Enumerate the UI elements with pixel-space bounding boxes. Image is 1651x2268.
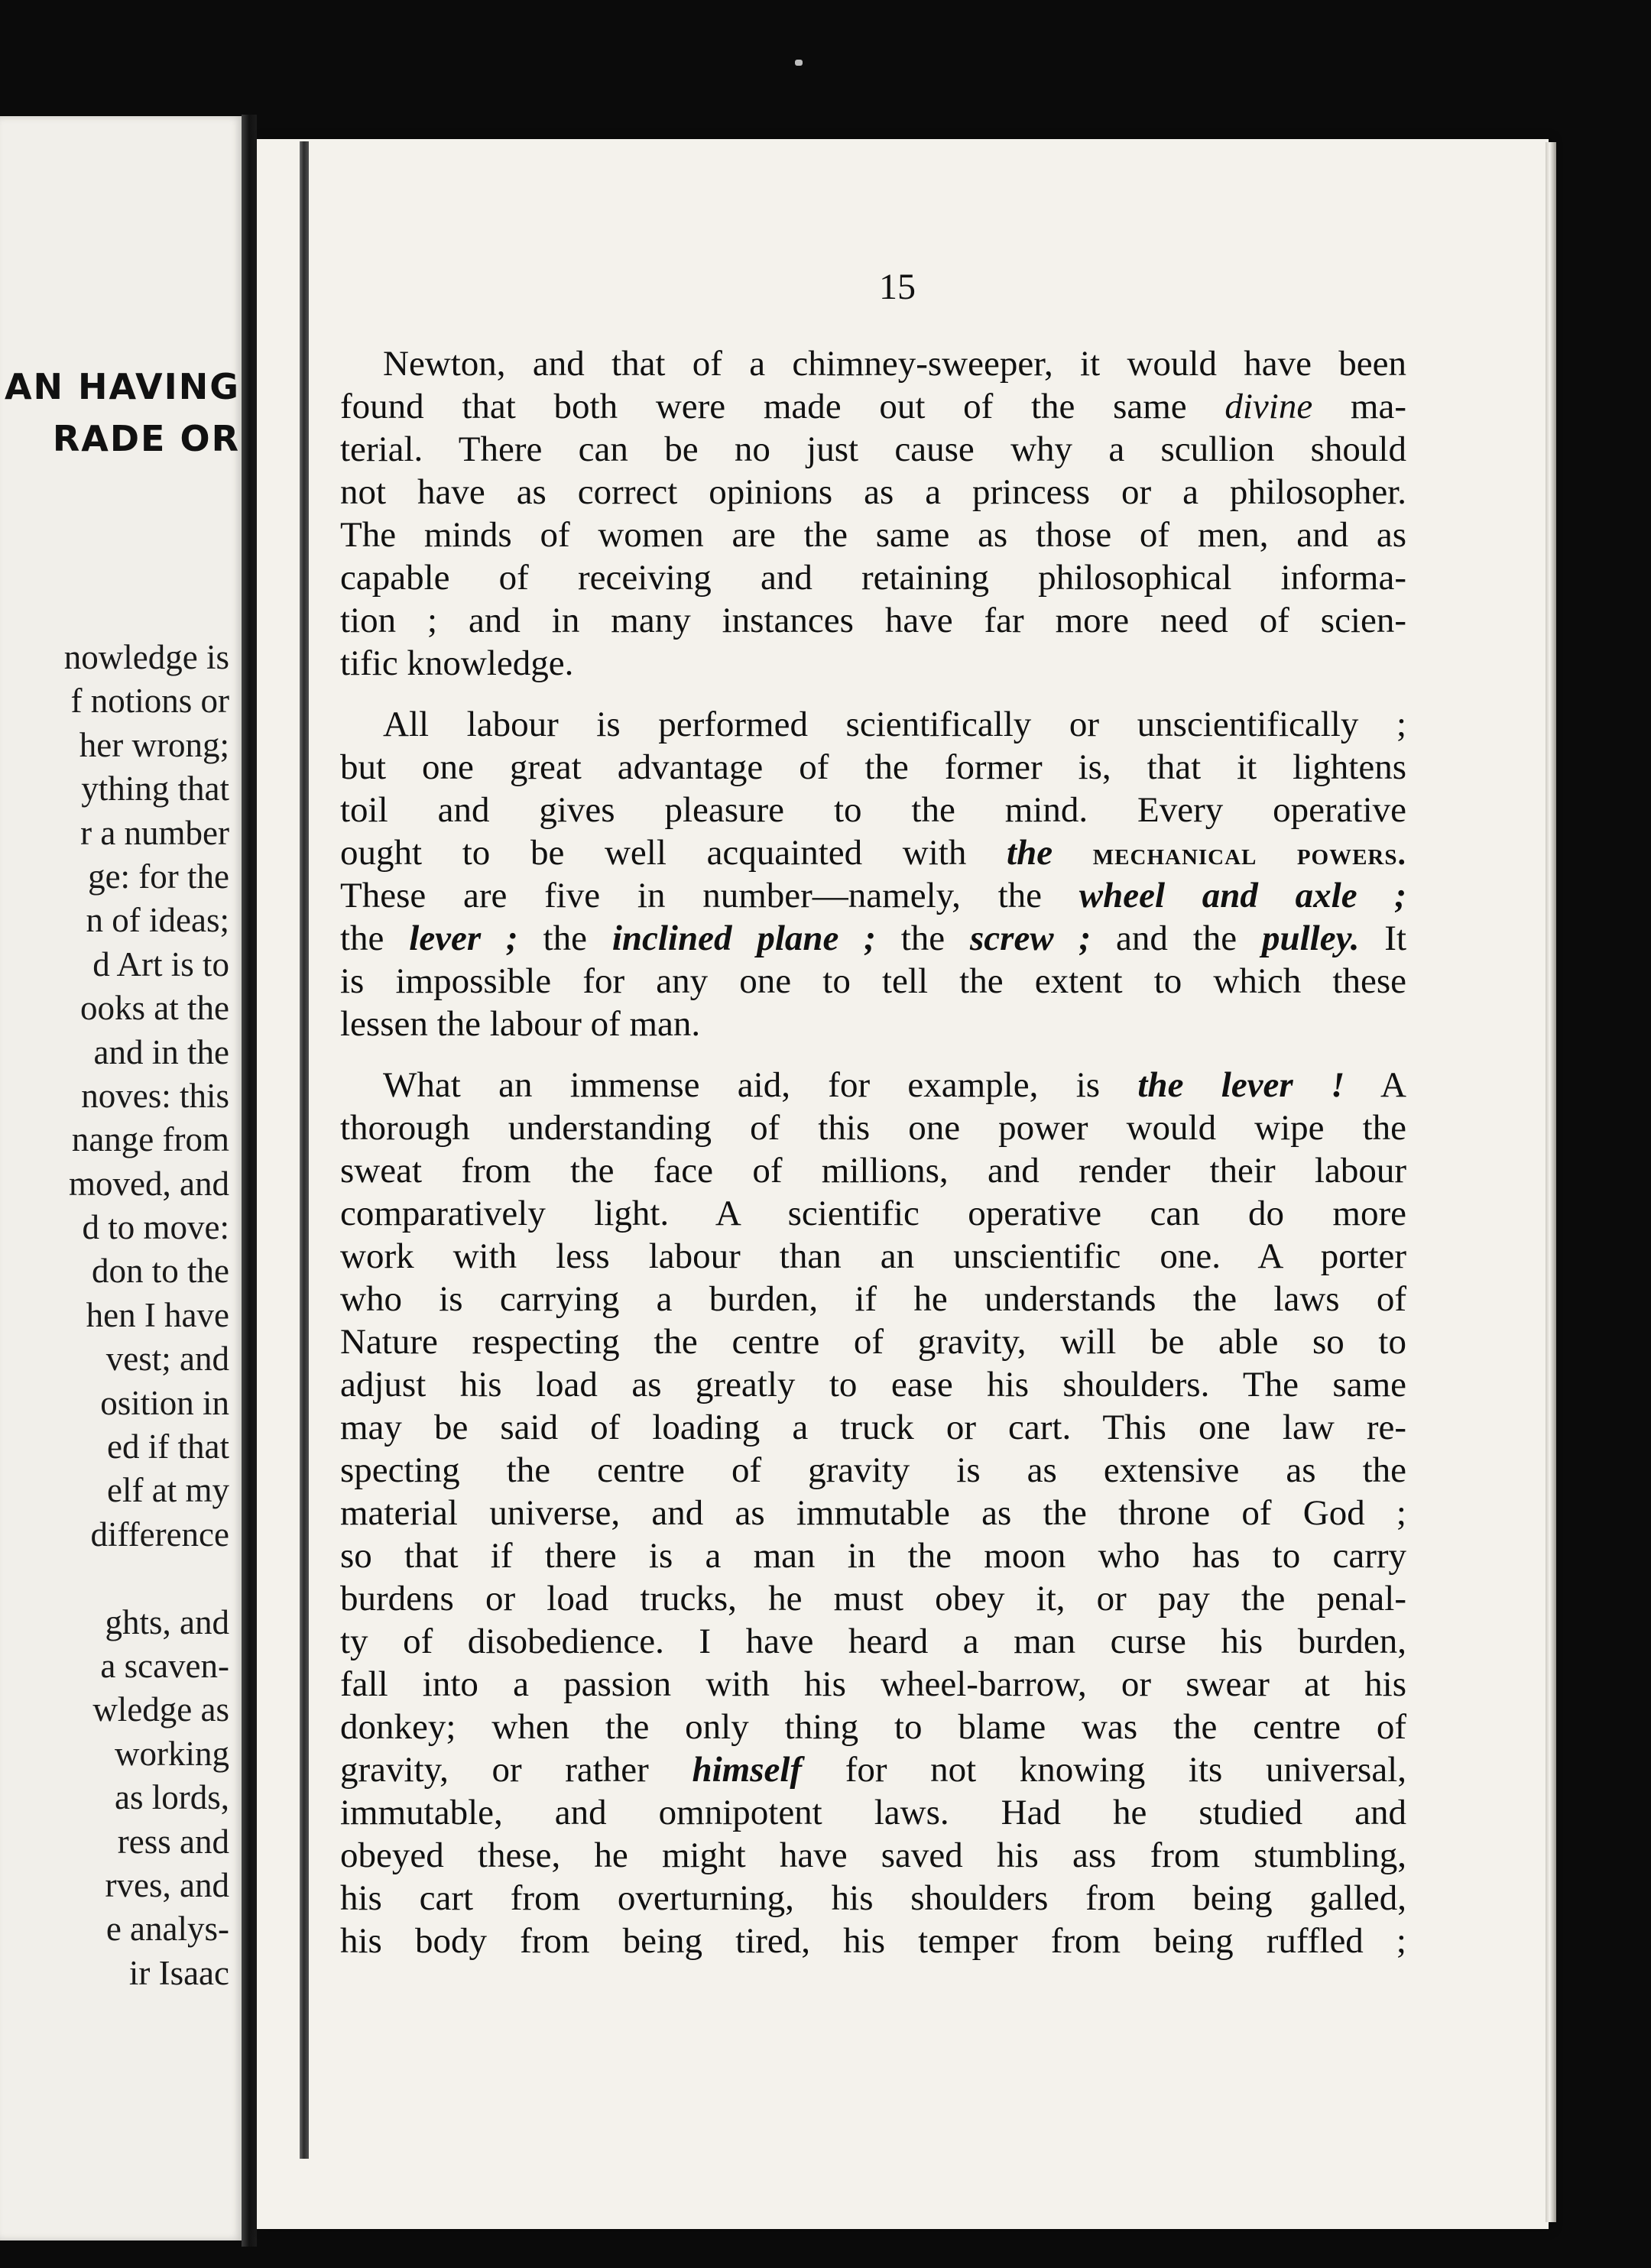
text-line [340, 514, 1406, 556]
text-run: ty of disobedience. I have heard a man curse his burden, [340, 1622, 1406, 1661]
text-run: All labour is performed scientifically or unscientifically ; [383, 705, 1406, 744]
left-page-line: ge: for the [88, 857, 229, 896]
page-edge [1546, 142, 1556, 2222]
left-page-line: d Art is to [92, 944, 229, 983]
left-heading-line: RADE OR [52, 418, 240, 459]
text-line [340, 874, 1406, 917]
paragraph [340, 342, 1406, 685]
emphasized-text: lever ; [409, 919, 518, 958]
text-run: and the [1091, 919, 1262, 958]
text-line [340, 1149, 1406, 1192]
text-run: toil and gives pleasure to the mind. Every operative [340, 790, 1406, 830]
left-page-line: d to move: [82, 1208, 229, 1247]
left-page-line: ything that [81, 770, 229, 808]
left-page-line [0, 1557, 229, 1600]
text-line [340, 703, 1406, 746]
text-run: specting the centre of gravity is as extensive as the [340, 1450, 1406, 1490]
text-run: work with less labour than an unscientific one. A porter [340, 1236, 1406, 1276]
left-page-heading [0, 361, 240, 465]
paragraph [340, 703, 1406, 1045]
text-line [340, 385, 1406, 428]
text-line [340, 746, 1406, 789]
text-run: It [1359, 919, 1407, 958]
text-line [340, 428, 1406, 471]
text-run: so that if there is a man in the moon who has to carry [340, 1536, 1406, 1576]
text-line [340, 1406, 1406, 1449]
page-body-text [340, 342, 1406, 1981]
text-run: fall into a passion with his wheel-barrow, or swear at his [340, 1664, 1406, 1704]
text-run: ma- [1312, 387, 1406, 426]
emphasized-text: the [1007, 833, 1053, 873]
left-page-line: vest; and [105, 1340, 229, 1379]
text-line [340, 1106, 1406, 1149]
left-heading-line: AN HAVING [4, 366, 240, 407]
text-run: obeyed these, he might have saved his ass from stumbling, [340, 1835, 1406, 1875]
left-page-line: ress and [117, 1822, 229, 1861]
emphasized-text: the lever ! [1137, 1065, 1345, 1105]
text-line [340, 1577, 1406, 1620]
text-run: burdens or load trucks, he must obey it, or pay the penal- [340, 1579, 1406, 1618]
text-line [340, 960, 1406, 1003]
emphasized-text: himself [692, 1750, 803, 1790]
left-page-line: ir Isaac [128, 1953, 229, 1992]
text-line [340, 1235, 1406, 1278]
binding-shadow [300, 141, 309, 2159]
text-line [340, 556, 1406, 599]
text-line [340, 1663, 1406, 1706]
text-run: but one great advantage of the former is, that it lightens [340, 747, 1406, 787]
text-run: Newton, and that of a chimney-sweeper, it would have been [383, 344, 1406, 384]
text-line [340, 1706, 1406, 1748]
text-run: immutable, and omnipotent laws. Had he studied and [340, 1793, 1406, 1832]
text-run: The minds of women are the same as those of men, and as [340, 515, 1406, 555]
text-line [340, 1877, 1406, 1920]
text-run: lessen the labour of man. [340, 1004, 701, 1044]
text-line [340, 917, 1406, 960]
text-run: A [1344, 1065, 1406, 1105]
left-page-line: don to the [92, 1252, 229, 1291]
text-run: his body from being tired, his temper from being ruffled ; [340, 1921, 1406, 1961]
left-page-text [0, 636, 229, 1995]
text-run: adjust his load as greatly to ease his shoulders. The same [340, 1365, 1406, 1405]
text-line [340, 1449, 1406, 1492]
left-page-line: ooks at the [80, 989, 229, 1028]
text-run: What an immense aid, for example, is [383, 1065, 1138, 1105]
text-run: material universe, and as immutable as the throne of God ; [340, 1493, 1406, 1533]
text-line [340, 789, 1406, 831]
text-line [340, 1320, 1406, 1363]
text-run: gravity, or rather [340, 1750, 693, 1790]
text-line [340, 831, 1406, 874]
text-line [340, 1363, 1406, 1406]
left-page-line: her wrong; [79, 725, 229, 764]
text-line [340, 1192, 1406, 1235]
left-page-line: difference [90, 1515, 229, 1554]
text-run: not have as correct opinions as a princess or a philosopher. [340, 472, 1406, 512]
text-line [340, 1278, 1406, 1320]
emphasized-text: wheel and axle ; [1079, 876, 1406, 915]
left-page-line: nowledge is [63, 638, 229, 676]
left-page-line: ghts, and [105, 1602, 229, 1641]
text-line [340, 1492, 1406, 1534]
left-page-line: a scaven- [100, 1646, 229, 1685]
text-line [340, 471, 1406, 514]
left-page-line: working [115, 1734, 229, 1773]
left-page-line: as lords, [115, 1778, 229, 1817]
text-line [340, 1534, 1406, 1577]
left-page-line: and in the [93, 1032, 229, 1071]
emphasized-text: screw ; [970, 919, 1091, 958]
left-page-line: f notions or [70, 682, 229, 721]
text-run: who is carrying a burden, if he understands the laws of [340, 1279, 1406, 1319]
text-line [340, 1064, 1406, 1106]
left-page-line: noves: this [81, 1076, 229, 1115]
text-run: These are five in number—namely, the [340, 876, 1079, 915]
emphasized-text: divine [1224, 387, 1313, 426]
left-page-line: osition in [100, 1383, 229, 1422]
book-gutter [242, 115, 257, 2247]
text-run: comparatively light. A scientific operative can do more [340, 1194, 1406, 1233]
text-run: thorough understanding of this one power would wipe the [340, 1108, 1406, 1148]
left-page-line: r a number [80, 813, 229, 852]
text-line [340, 1791, 1406, 1834]
text-run: his cart from overturning, his shoulders from being galled, [340, 1878, 1406, 1918]
text-line [340, 342, 1406, 385]
left-page-line: moved, and [69, 1164, 229, 1203]
left-page-line: ed if that [107, 1427, 229, 1466]
text-line [340, 1834, 1406, 1877]
text-run: the [340, 919, 410, 958]
text-run: found that both were made out of the same [340, 387, 1225, 426]
text-line [340, 1920, 1406, 1962]
dust-speck [795, 60, 803, 66]
text-run: is impossible for any one to tell the extent to which these [340, 961, 1406, 1001]
left-page-line: e analys- [105, 1910, 229, 1949]
text-run: the [517, 919, 612, 958]
text-run: ought to be well acquainted with [340, 833, 1007, 873]
left-facing-page [0, 116, 243, 2240]
text-run: donkey; when the only thing to blame was the centre of [340, 1707, 1406, 1747]
text-line [340, 599, 1406, 642]
text-run: may be said of loading a truck or cart. This one law re- [340, 1408, 1406, 1447]
text-run: terial. There can be no just cause why a scullion should [340, 429, 1406, 469]
text-run: sweat from the face of millions, and render their labour [340, 1151, 1406, 1191]
emphasized-text: inclined plane ; [611, 919, 876, 958]
emphasized-text: mechanical powers. [1092, 837, 1407, 872]
left-page-line: n of ideas; [86, 901, 229, 940]
left-page-line: nange from [71, 1120, 229, 1159]
left-page-line: wledge as [92, 1690, 229, 1729]
text-run: tific knowledge. [340, 643, 574, 683]
text-run: the [875, 919, 970, 958]
text-line [340, 1620, 1406, 1663]
text-line [340, 1748, 1406, 1791]
left-page-line: rves, and [105, 1865, 229, 1904]
text-run: Nature respecting the centre of gravity, will be able so to [340, 1322, 1406, 1362]
text-line [340, 1003, 1406, 1045]
text-run [1053, 833, 1093, 873]
emphasized-text: pulley. [1261, 919, 1360, 958]
text-run: capable of receiving and retaining philosophical informa- [340, 558, 1406, 598]
paragraph [340, 1064, 1406, 1962]
left-page-line: elf at my [107, 1471, 229, 1510]
text-run: for not knowing its universal, [802, 1750, 1406, 1790]
text-run: tion ; and in many instances have far more need of scien- [340, 601, 1406, 640]
page-number: 15 [879, 267, 916, 307]
text-line [340, 642, 1406, 685]
left-page-line: hen I have [86, 1295, 229, 1334]
